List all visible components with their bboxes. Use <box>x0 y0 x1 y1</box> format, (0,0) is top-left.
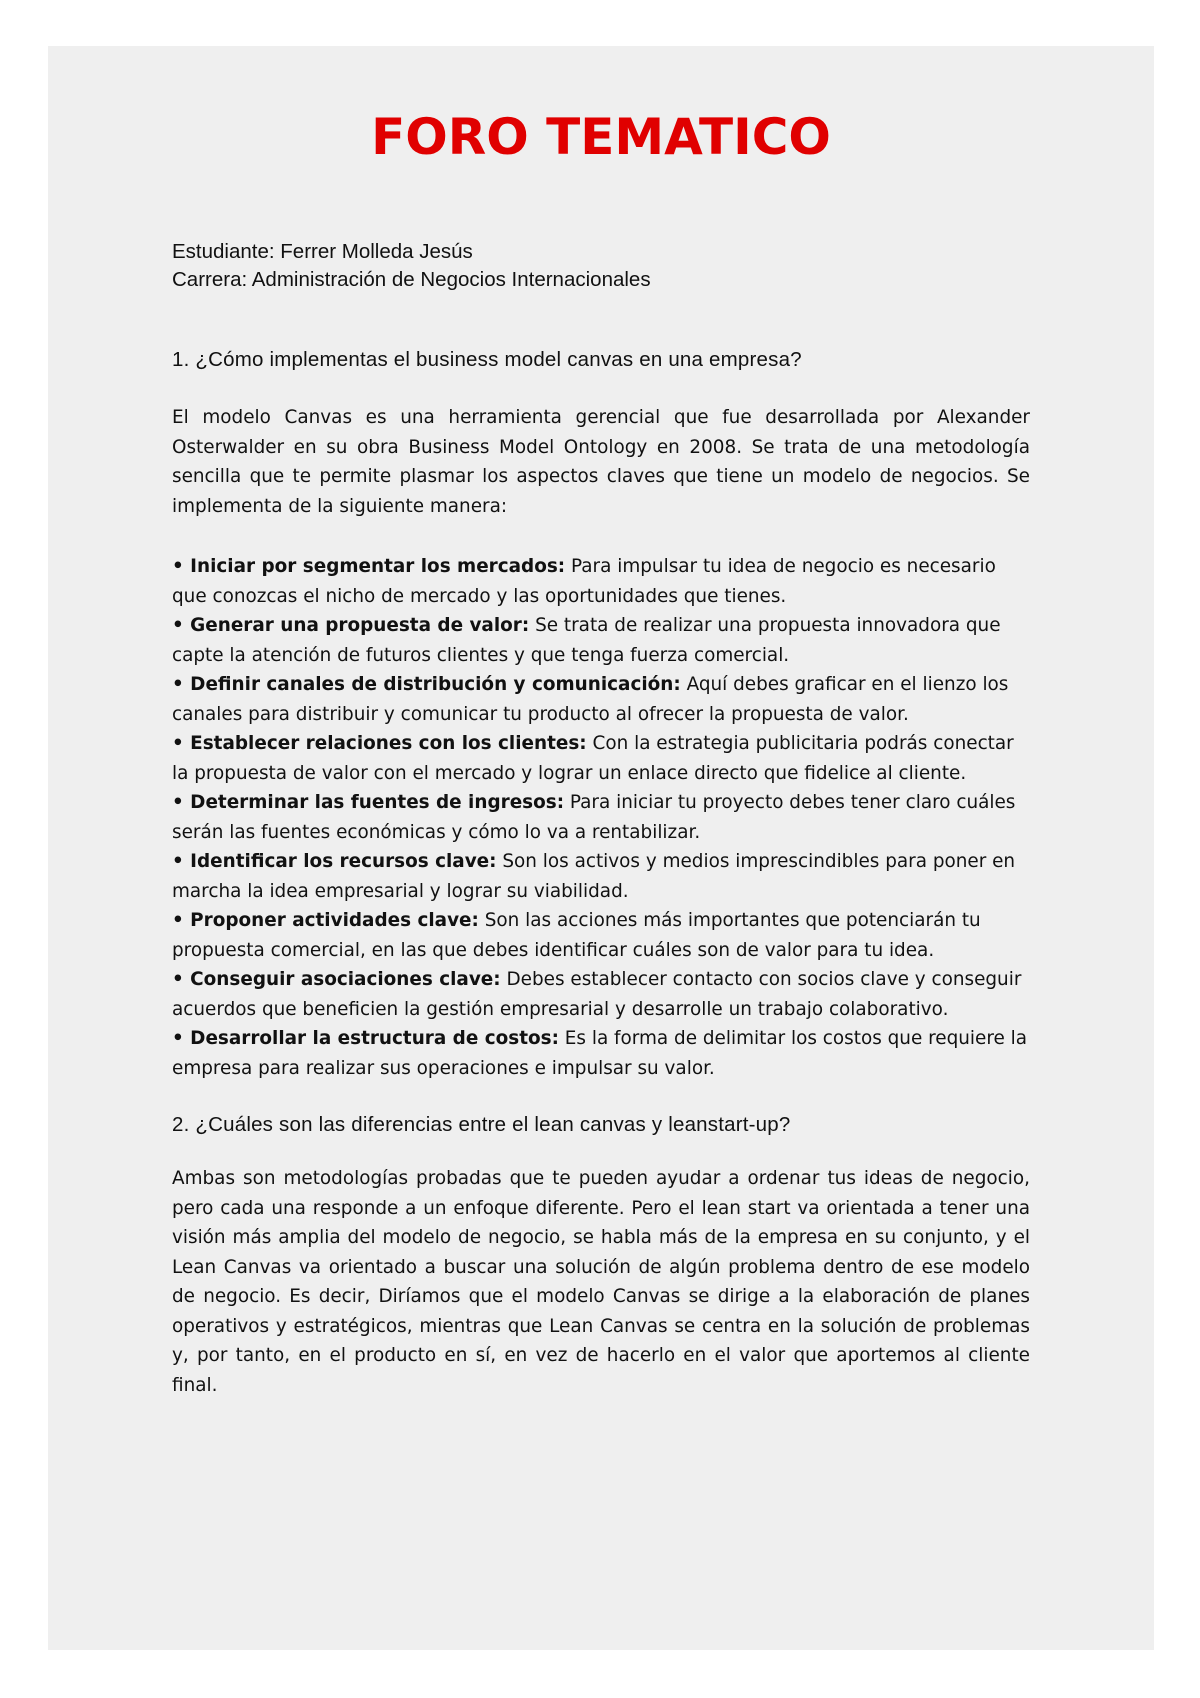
bullet-term <box>172 674 681 695</box>
bullet-icon: • <box>172 674 184 695</box>
bullet-item <box>172 1024 1030 1083</box>
bullet-item <box>172 670 1030 729</box>
bullet-item <box>172 906 1030 965</box>
bullet-term-text: Conseguir asociaciones clave: <box>190 969 501 990</box>
bullet-text: Se trata de realizar una propuesta innovadora que capte la atención de futuros clientes y que tenga fuerza comercial. <box>172 615 1001 666</box>
bullet-icon: • <box>172 615 184 636</box>
bullet-icon: • <box>172 792 184 813</box>
document-page <box>48 46 1154 1650</box>
bullet-term <box>172 792 564 813</box>
bullet-term <box>172 615 529 636</box>
question-1-intro: El modelo Canvas es una herramienta gerencial que fue desarrollada por Alexander Osterwalder en su obra Business Model Ontology en 2008. Se trata de una metodología sencilla que te permite plasmar los aspectos claves que tiene un modelo de negocios. Se implementa de la siguiente manera: <box>172 407 1030 517</box>
student-info <box>172 238 651 294</box>
student-line: Estudiante: Ferrer Molleda Jesús <box>172 240 473 263</box>
bullet-list <box>172 552 1030 1083</box>
bullet-text: Aquí debes graficar en el lienzo los canales para distribuir y comunicar tu producto al ofrecer la propuesta de valor. <box>172 674 1009 725</box>
bullet-icon: • <box>172 851 184 872</box>
bullet-term-text: Iniciar por segmentar los mercados: <box>190 556 566 577</box>
question-2-heading: 2. ¿Cuáles son las diferencias entre el lean canvas y leanstart-up? <box>172 1113 791 1136</box>
bullet-term-text: Establecer relaciones con los clientes: <box>190 733 587 754</box>
bullet-term-text: Desarrollar la estructura de costos: <box>190 1028 559 1049</box>
bullet-item <box>172 552 1030 611</box>
bullet-term <box>172 969 501 990</box>
bullet-term-text: Determinar las fuentes de ingresos: <box>190 792 565 813</box>
bullet-icon: • <box>172 969 184 990</box>
question-1-heading: 1. ¿Cómo implementas el business model canvas en una empresa? <box>172 348 802 371</box>
bullet-term-text: Generar una propuesta de valor: <box>190 615 530 636</box>
bullet-term <box>172 733 587 754</box>
bullet-text: Son las acciones más importantes que potenciarán tu propuesta comercial, en las que debes identificar cuáles son de valor para tu idea. <box>172 910 981 961</box>
bullet-term <box>172 1028 559 1049</box>
bullet-text: Para iniciar tu proyecto debes tener claro cuáles serán las fuentes económicas y cómo lo va a rentabilizar. <box>172 792 1016 843</box>
bullet-item <box>172 965 1030 1024</box>
bullet-icon: • <box>172 1028 184 1049</box>
bullet-term <box>172 910 479 931</box>
bullet-item <box>172 729 1030 788</box>
bullet-icon: • <box>172 733 184 754</box>
bullet-term-text: Definir canales de distribución y comunicación: <box>190 674 681 695</box>
document-title: FORO TEMATICO <box>371 108 831 166</box>
bullet-text: Son los activos y medios imprescindibles para poner en marcha la idea empresarial y lograr su viabilidad. <box>172 851 1016 902</box>
question-2-answer: Ambas son metodologías probadas que te pueden ayudar a ordenar tus ideas de negocio, pero cada una responde a un enfoque diferente. Pero el lean start va orientada a tener una visión más amplia del modelo de negocio, se habla más de la empresa en su conjunto, y el Lean Canvas va orientado a buscar una solución de algún problema dentro de ese modelo de negocio. Es decir, Diríamos que el modelo Canvas se dirige a la elaboración de planes operativos y estratégicos, mientras que Lean Canvas se centra en la solución de problemas y, por tanto, en el producto en sí, en vez de hacerlo en el valor que aportemos al cliente final. <box>172 1168 1030 1396</box>
career-line: Carrera: Administración de Negocios Internacionales <box>172 268 651 291</box>
bullet-text: Para impulsar tu idea de negocio es necesario que conozcas el nicho de mercado y las oportunidades que tienes. <box>172 556 996 607</box>
bullet-term-text: Identificar los recursos clave: <box>190 851 497 872</box>
bullet-item <box>172 611 1030 670</box>
bullet-text: Es la forma de delimitar los costos que requiere la empresa para realizar sus operaciones e impulsar su valor. <box>172 1028 1028 1079</box>
bullet-icon: • <box>172 910 184 931</box>
bullet-item <box>172 788 1030 847</box>
bullet-text: Debes establecer contacto con socios clave y conseguir acuerdos que beneficien la gestión empresarial y desarrolle un trabajo colaborativo. <box>172 969 1022 1020</box>
bullet-term <box>172 556 565 577</box>
bullet-item <box>172 847 1030 906</box>
bullet-text: Con la estrategia publicitaria podrás conectar la propuesta de valor con el mercado y lograr un enlace directo que fidelice al cliente. <box>172 733 1014 784</box>
bullet-term-text: Proponer actividades clave: <box>190 910 479 931</box>
bullet-icon: • <box>172 556 184 577</box>
bullet-term <box>172 851 497 872</box>
